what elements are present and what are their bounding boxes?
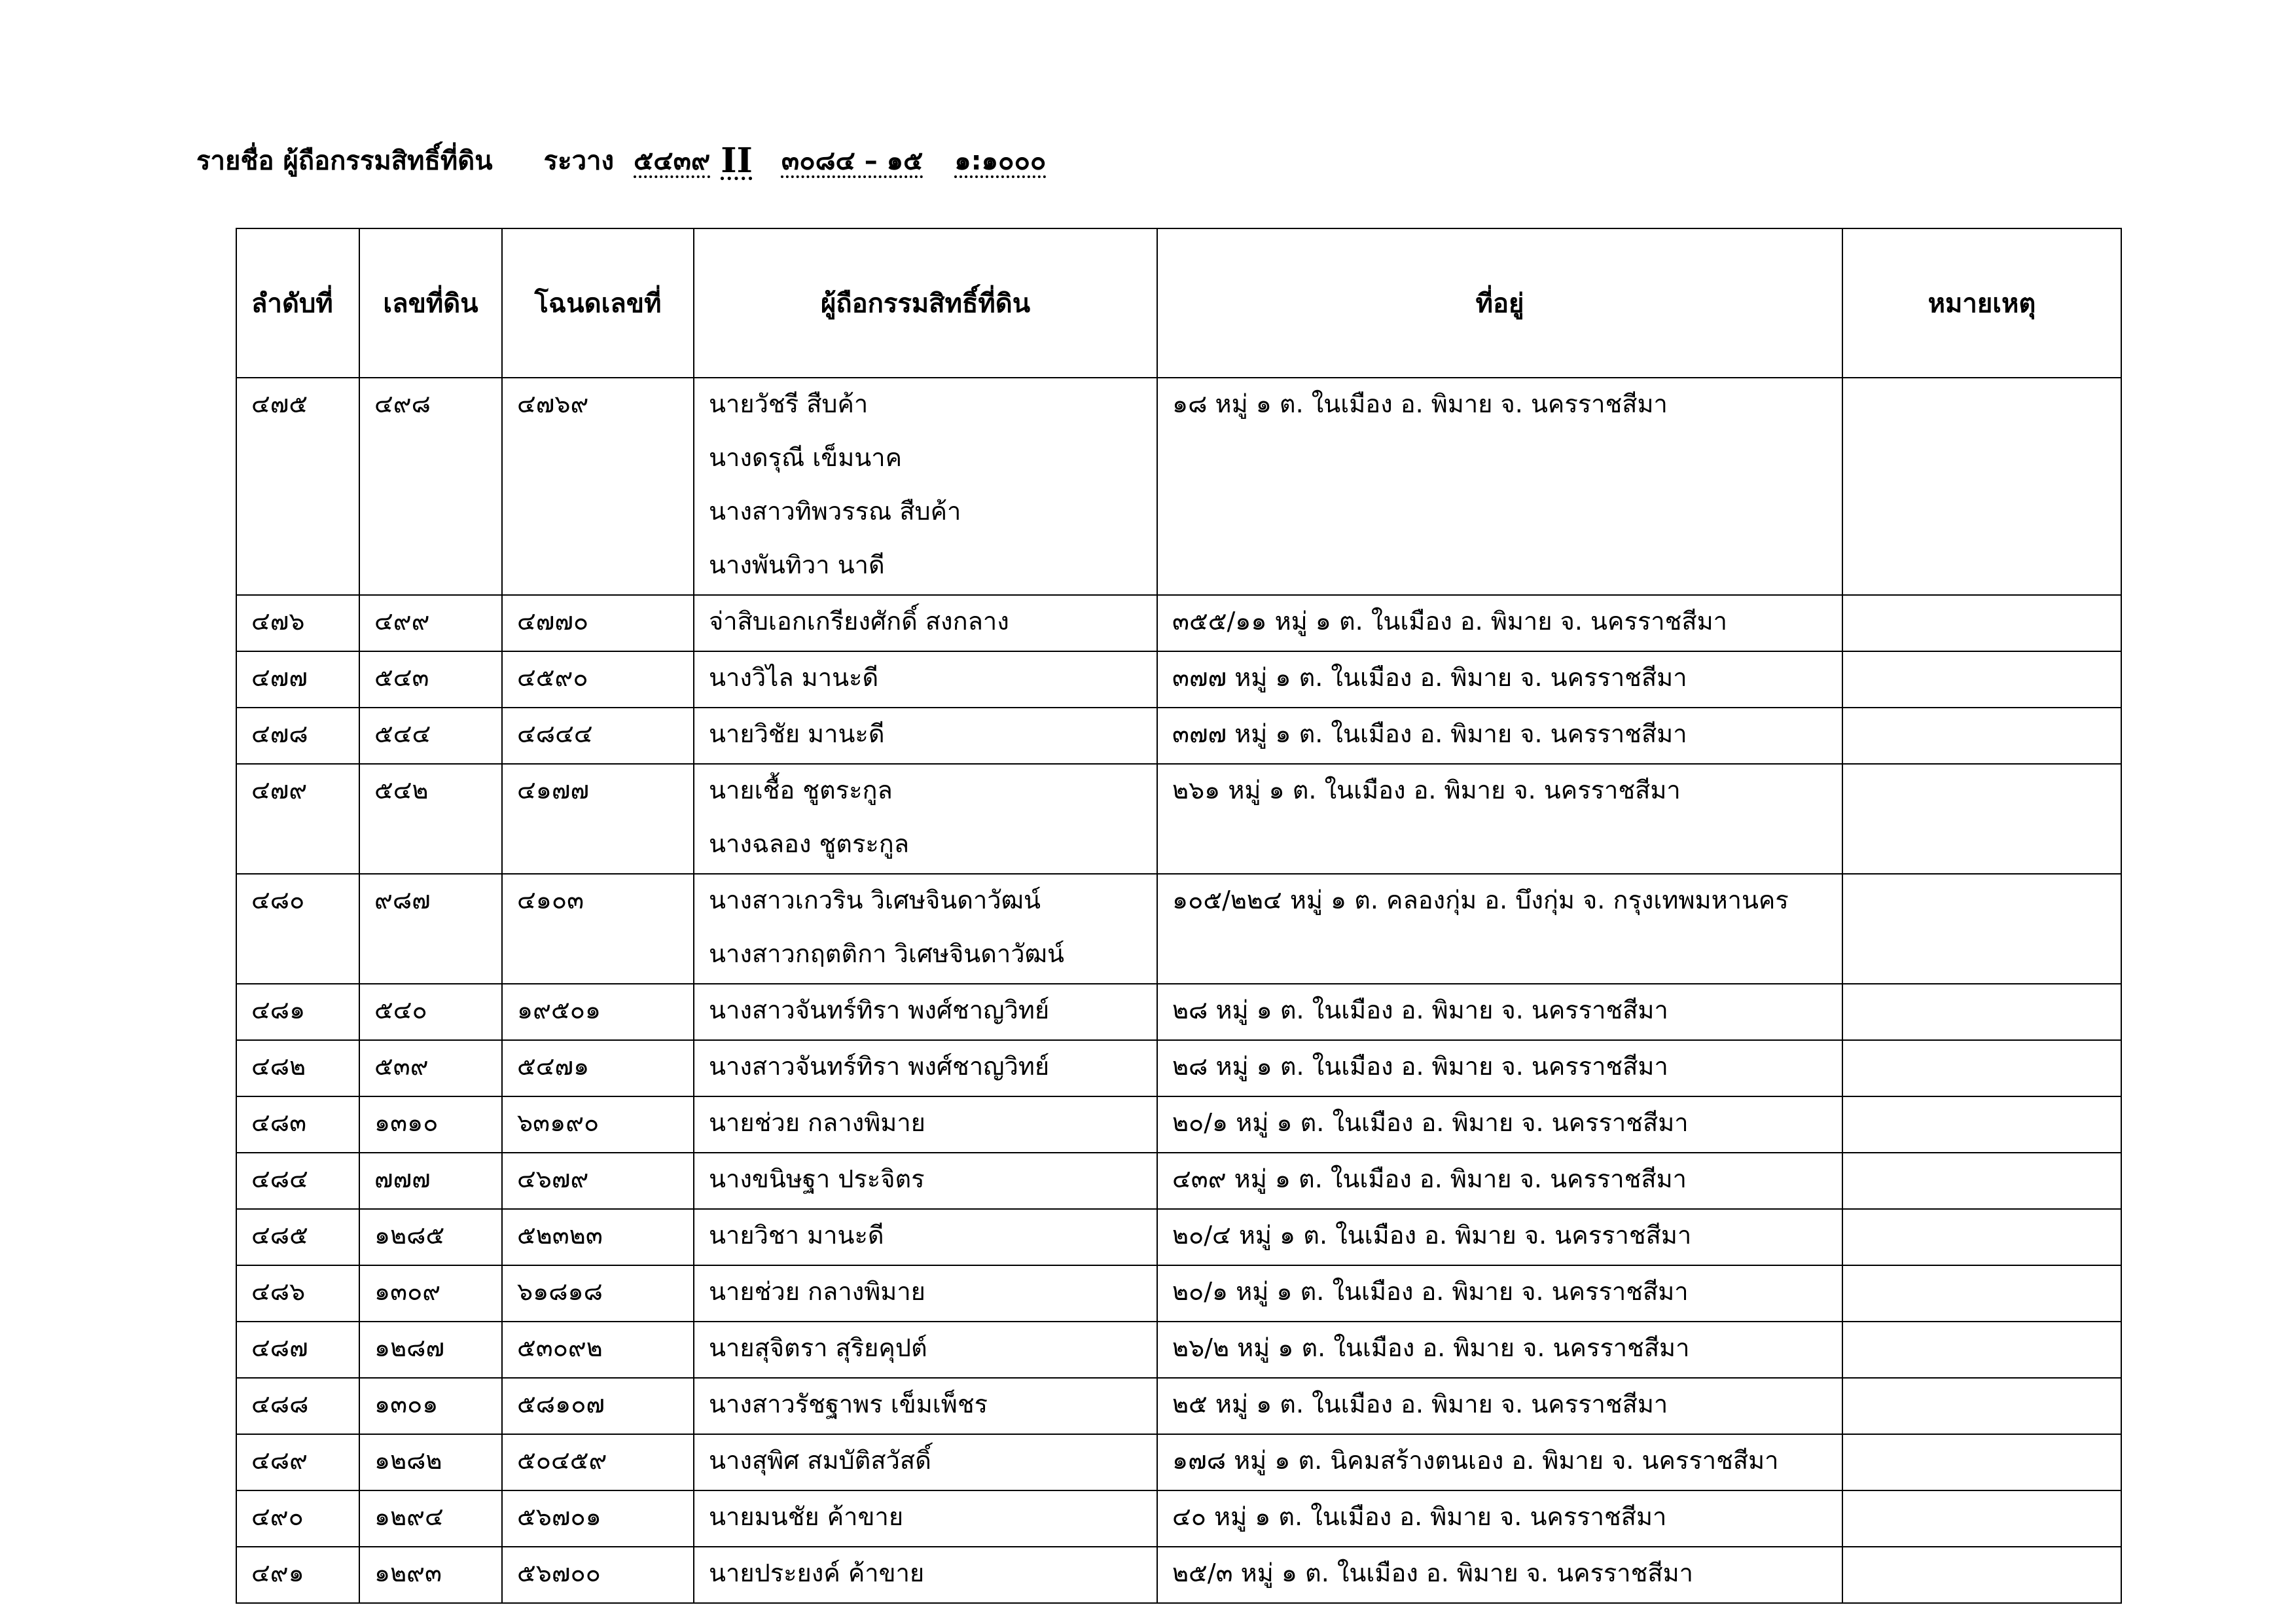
cell-order [236,1096,359,1153]
cell-address [1157,708,1842,764]
cell-order-text: ๔๙๐ [251,1502,304,1531]
address-text: ๑๗๘ หมู่ ๑ ต. นิคมสร้างตนเอง อ. พิมาย จ. นครราชสีมา [1172,1446,1779,1475]
cell-address [1157,1096,1842,1153]
cell-parcel-text: ๔๙๙ [374,607,430,636]
cell-deed [502,1378,694,1434]
cell-note [1842,1547,2121,1603]
address-text: ๒๕ หมู่ ๑ ต. ในเมือง อ. พิมาย จ. นครราชสีมา [1172,1390,1668,1418]
cell-address [1157,1153,1842,1209]
cell-parcel [359,764,502,874]
cell-order [236,378,359,595]
cell-order [236,1434,359,1490]
address-text: ๒๘ หมู่ ๑ ต. ในเมือง อ. พิมาย จ. นครราชสีมา [1172,1052,1668,1081]
cell-address [1157,1209,1842,1265]
cell-address [1157,1378,1842,1434]
cell-order [236,1547,359,1603]
cell-order-text: ๔๘๖ [251,1277,306,1306]
cell-deed [502,1547,694,1603]
cell-address [1157,1322,1842,1378]
cell-parcel [359,1096,502,1153]
address-text: ๔๓๙ หมู่ ๑ ต. ในเมือง อ. พิมาย จ. นครราชสีมา [1172,1164,1687,1193]
cell-address [1157,1547,1842,1603]
address-text: ๒๕/๓ หมู่ ๑ ต. ในเมือง อ. พิมาย จ. นครราชสีมา [1172,1559,1694,1587]
cell-deed-text: ๔๕๙๐ [517,663,588,692]
cell-order-text: ๔๘๘ [251,1390,309,1418]
cell-order [236,1209,359,1265]
address-text: ๓๕๕/๑๑ หมู่ ๑ ต. ในเมือง อ. พิมาย จ. นครราชสีมา [1172,607,1727,636]
cell-note [1842,651,2121,708]
cell-parcel [359,1153,502,1209]
table-row [236,378,2121,595]
cell-order [236,1378,359,1434]
owner-name: นายวิชา มานะดี [709,1221,884,1250]
owner-name: นางขนิษฐา ประจิตร [709,1164,925,1193]
cell-parcel [359,1434,502,1490]
cell-parcel-text: ๕๔๒ [374,776,429,804]
cell-deed [502,1434,694,1490]
cell-note [1842,764,2121,874]
heading-sheet-grid: ๓๐๘๔ – ๑๕ [781,146,924,176]
cell-parcel [359,874,502,984]
owner-name: นางดรุณี เข็มนาค [709,443,903,472]
cell-order-text: ๔๘๑ [251,996,306,1024]
address-text: ๔๐ หมู่ ๑ ต. ในเมือง อ. พิมาย จ. นครราชสีมา [1172,1502,1667,1531]
address-text: ๒๐/๑ หมู่ ๑ ต. ในเมือง อ. พิมาย จ. นครราชสีมา [1172,1108,1689,1137]
cell-owner [694,1265,1157,1322]
table-row [236,874,2121,984]
table-row [236,1265,2121,1322]
owner-name: นายช่วย กลางพิมาย [709,1277,925,1306]
cell-deed [502,1040,694,1096]
owner-name: นางฉลอง ชูตระกูล [709,829,910,858]
address-text: ๒๐/๑ หมู่ ๑ ต. ในเมือง อ. พิมาย จ. นครราชสีมา [1172,1277,1689,1306]
cell-parcel [359,1040,502,1096]
cell-parcel-text: ๑๒๘๗ [374,1333,445,1362]
cell-address [1157,764,1842,874]
owner-name: นางสุพิศ สมบัติสวัสดิ์ [709,1446,931,1475]
cell-order-text: ๔๗๗ [251,663,308,692]
note-text [1857,1042,2121,1096]
table-row [236,1209,2121,1265]
note-text [1857,1324,2121,1377]
column-header-parcel: เลขที่ดิน [359,228,502,378]
owner-name: นายช่วย กลางพิมาย [709,1108,925,1137]
cell-parcel [359,1322,502,1378]
cell-parcel-text: ๕๔๓ [374,663,429,692]
column-header-note: หมายเหตุ [1842,228,2121,378]
cell-order [236,1490,359,1547]
cell-note [1842,1378,2121,1434]
cell-parcel-text: ๑๒๘๒ [374,1446,442,1475]
cell-owner [694,1096,1157,1153]
cell-note [1842,595,2121,651]
column-header-deed: โฉนดเลขที่ [502,228,694,378]
note-text [1857,1436,2121,1490]
cell-owner [694,1153,1157,1209]
cell-owner [694,1547,1157,1603]
document-heading [196,134,1046,187]
cell-order [236,1265,359,1322]
address-text: ๒๐/๔ หมู่ ๑ ต. ในเมือง อ. พิมาย จ. นครราชสีมา [1172,1221,1692,1250]
cell-order [236,651,359,708]
cell-note [1842,984,2121,1040]
owner-name: นางวิไล มานะดี [709,663,879,692]
owner-name: นายมนชัย ค้าขาย [709,1502,904,1531]
cell-note [1842,1434,2121,1490]
cell-parcel [359,1490,502,1547]
cell-order-text: ๔๘๐ [251,886,305,914]
note-text [1857,1492,2121,1546]
owner-name: นายวิชัย มานะดี [709,719,885,748]
cell-deed [502,708,694,764]
cell-address [1157,1265,1842,1322]
heading-sheet-number: ๕๔๓๙ [634,146,711,176]
table-row [236,651,2121,708]
cell-deed [502,874,694,984]
note-text [1857,1155,2121,1208]
cell-deed-text: ๔๘๔๔ [517,719,593,748]
cell-parcel-text: ๑๓๑๐ [374,1108,439,1137]
cell-deed-text: ๔๗๗๐ [517,607,589,636]
note-text [1857,1211,2121,1265]
cell-parcel-text: ๑๒๙๓ [374,1559,442,1587]
table-row [236,1547,2121,1603]
table-row [236,1490,2121,1547]
cell-address [1157,1040,1842,1096]
cell-owner [694,1209,1157,1265]
cell-note [1842,1040,2121,1096]
cell-order [236,764,359,874]
cell-deed-text: ๑๙๕๐๑ [517,996,601,1024]
cell-deed-text: ๕๐๔๕๙ [517,1446,607,1475]
cell-parcel [359,1209,502,1265]
cell-parcel [359,595,502,651]
owner-name: นางพันทิวา นาดี [709,550,885,579]
cell-order-text: ๔๘๔ [251,1164,308,1193]
cell-order-text: ๔๗๕ [251,389,308,418]
owner-name: นายเชื้อ ชูตระกูล [709,776,893,804]
cell-address [1157,984,1842,1040]
cell-note [1842,708,2121,764]
address-text: ๑๐๕/๒๒๔ หมู่ ๑ ต. คลองกุ่ม อ. บึงกุ่ม จ. กรุงเทพมหานคร [1172,886,1789,914]
owner-name: นางสาวเกวริน วิเศษจินดาวัฒน์ [709,886,1041,914]
owner-name: นางสาวกฤตติกา วิเศษจินดาวัฒน์ [709,939,1064,968]
cell-owner [694,708,1157,764]
cell-deed [502,1209,694,1265]
cell-deed-text: ๔๑๗๗ [517,776,590,804]
cell-note [1842,1209,2121,1265]
cell-owner [694,378,1157,595]
note-text [1857,710,2121,763]
cell-parcel [359,984,502,1040]
cell-address [1157,874,1842,984]
cell-address [1157,378,1842,595]
table-row [236,595,2121,651]
owner-name: นางสาวจันทร์ทิรา พงศ์ชาญวิทย์ [709,996,1050,1024]
owner-name: จ่าสิบเอกเกรียงศักดิ์ สงกลาง [709,607,1009,636]
address-text: ๒๘ หมู่ ๑ ต. ในเมือง อ. พิมาย จ. นครราชสีมา [1172,996,1668,1024]
note-text [1857,1380,2121,1434]
cell-parcel [359,708,502,764]
cell-parcel [359,378,502,595]
table-row [236,1322,2121,1378]
heading-sheet-word: ระวาง [543,146,615,176]
cell-order-text: ๔๙๑ [251,1559,304,1587]
cell-parcel [359,1265,502,1322]
cell-order-text: ๔๘๓ [251,1108,307,1137]
table-row [236,1040,2121,1096]
address-text: ๓๗๗ หมู่ ๑ ต. ในเมือง อ. พิมาย จ. นครราชสีมา [1172,663,1687,692]
cell-owner [694,1378,1157,1434]
cell-deed [502,651,694,708]
cell-order [236,874,359,984]
cell-deed-text: ๕๔๗๑ [517,1052,590,1081]
table-row [236,1153,2121,1209]
heading-sheet-roman: II [721,140,753,181]
note-text [1857,1549,2121,1602]
cell-address [1157,651,1842,708]
cell-deed [502,1096,694,1153]
cell-deed-text: ๕๒๓๒๓ [517,1221,603,1250]
heading-scale: ๑:๑๐๐๐ [954,146,1047,176]
note-text [1857,986,2121,1039]
cell-owner [694,595,1157,651]
cell-order [236,1322,359,1378]
cell-deed [502,1265,694,1322]
cell-owner [694,1322,1157,1378]
owner-name: นายประยงค์ ค้าขาย [709,1559,925,1587]
owner-name: นางสาวรัชฐาพร เข็มเพ็ชร [709,1390,988,1418]
table-row [236,1096,2121,1153]
cell-deed [502,1153,694,1209]
cell-note [1842,1153,2121,1209]
cell-owner [694,1040,1157,1096]
cell-deed-text: ๔๑๐๓ [517,886,584,914]
cell-parcel-text: ๑๓๐๙ [374,1277,441,1306]
cell-parcel [359,1378,502,1434]
cell-order-text: ๔๘๕ [251,1221,308,1250]
cell-deed [502,1322,694,1378]
cell-parcel [359,1547,502,1603]
cell-parcel-text: ๕๔๐ [374,996,427,1024]
owner-name: นางสาวจันทร์ทิรา พงศ์ชาญวิทย์ [709,1052,1050,1081]
cell-order [236,1153,359,1209]
cell-deed-text: ๔๗๖๙ [517,389,589,418]
cell-address [1157,595,1842,651]
note-text [1857,1098,2121,1152]
cell-parcel-text: ๑๒๙๔ [374,1502,444,1531]
cell-deed [502,984,694,1040]
cell-note [1842,874,2121,984]
cell-deed-text: ๕๓๐๙๒ [517,1333,603,1362]
address-text: ๓๗๗ หมู่ ๑ ต. ในเมือง อ. พิมาย จ. นครราชสีมา [1172,719,1687,748]
cell-deed-text: ๖๓๑๙๐ [517,1108,600,1137]
column-header-order: ลำดับที่ [236,228,359,378]
cell-owner [694,651,1157,708]
address-text: ๒๖๑ หมู่ ๑ ต. ในเมือง อ. พิมาย จ. นครราชสีมา [1172,776,1681,804]
cell-deed [502,378,694,595]
cell-address [1157,1434,1842,1490]
cell-order [236,708,359,764]
cell-order-text: ๔๘๒ [251,1052,306,1081]
column-header-owner: ผู้ถือกรรมสิทธิ์ที่ดิน [694,228,1157,378]
cell-order [236,984,359,1040]
cell-order-text: ๔๘๗ [251,1333,308,1362]
cell-parcel-text: ๕๓๙ [374,1052,429,1081]
cell-parcel-text: ๗๗๗ [374,1164,431,1193]
owner-name: นายสุจิตรา สุริยคุปต์ [709,1333,927,1362]
cell-deed [502,764,694,874]
cell-parcel-text: ๑๒๘๕ [374,1221,445,1250]
cell-parcel-text: ๙๘๗ [374,886,431,914]
cell-deed-text: ๕๘๑๐๗ [517,1390,605,1418]
owner-name: นายวัชรี สืบค้า [709,389,869,418]
note-text [1857,380,2121,433]
cell-note [1842,1265,2121,1322]
cell-note [1842,378,2121,595]
table-row [236,1434,2121,1490]
land-owner-table [236,228,2122,1604]
cell-owner [694,764,1157,874]
address-text: ๒๖/๒ หมู่ ๑ ต. ในเมือง อ. พิมาย จ. นครราชสีมา [1172,1333,1690,1362]
cell-order [236,595,359,651]
cell-note [1842,1322,2121,1378]
cell-deed [502,595,694,651]
note-text [1857,876,2121,929]
cell-parcel [359,651,502,708]
note-text [1857,766,2121,820]
cell-owner [694,1490,1157,1547]
cell-deed-text: ๕๖๗๐๐ [517,1559,601,1587]
cell-order-text: ๔๗๙ [251,776,308,804]
cell-deed-text: ๔๖๗๙ [517,1164,589,1193]
cell-parcel-text: ๔๙๘ [374,389,431,418]
cell-order-text: ๔๗๘ [251,719,308,748]
cell-owner [694,874,1157,984]
note-text [1857,653,2121,707]
note-text [1857,597,2121,651]
cell-owner [694,1434,1157,1490]
cell-deed-text: ๕๖๗๐๑ [517,1502,601,1531]
cell-owner [694,984,1157,1040]
address-text: ๑๘ หมู่ ๑ ต. ในเมือง อ. พิมาย จ. นครราชสีมา [1172,389,1668,418]
table-header-row [236,228,2121,378]
cell-parcel-text: ๕๔๔ [374,719,431,748]
cell-order-text: ๔๗๖ [251,607,305,636]
cell-note [1842,1490,2121,1547]
table-row [236,984,2121,1040]
table-row [236,1378,2121,1434]
table-row [236,764,2121,874]
heading-label: รายชื่อ ผู้ถือกรรมสิทธิ์ที่ดิน [196,146,493,176]
cell-parcel-text: ๑๓๐๑ [374,1390,439,1418]
cell-deed-text: ๖๑๘๑๘ [517,1277,603,1306]
owner-name: นางสาวทิพวรรณ สืบค้า [709,497,961,526]
column-header-address: ที่อยู่ [1157,228,1842,378]
cell-note [1842,1096,2121,1153]
cell-order [236,1040,359,1096]
table-body [236,378,2121,1603]
cell-deed [502,1490,694,1547]
table-row [236,708,2121,764]
cell-order-text: ๔๘๙ [251,1446,308,1475]
note-text [1857,1267,2121,1321]
cell-address [1157,1490,1842,1547]
